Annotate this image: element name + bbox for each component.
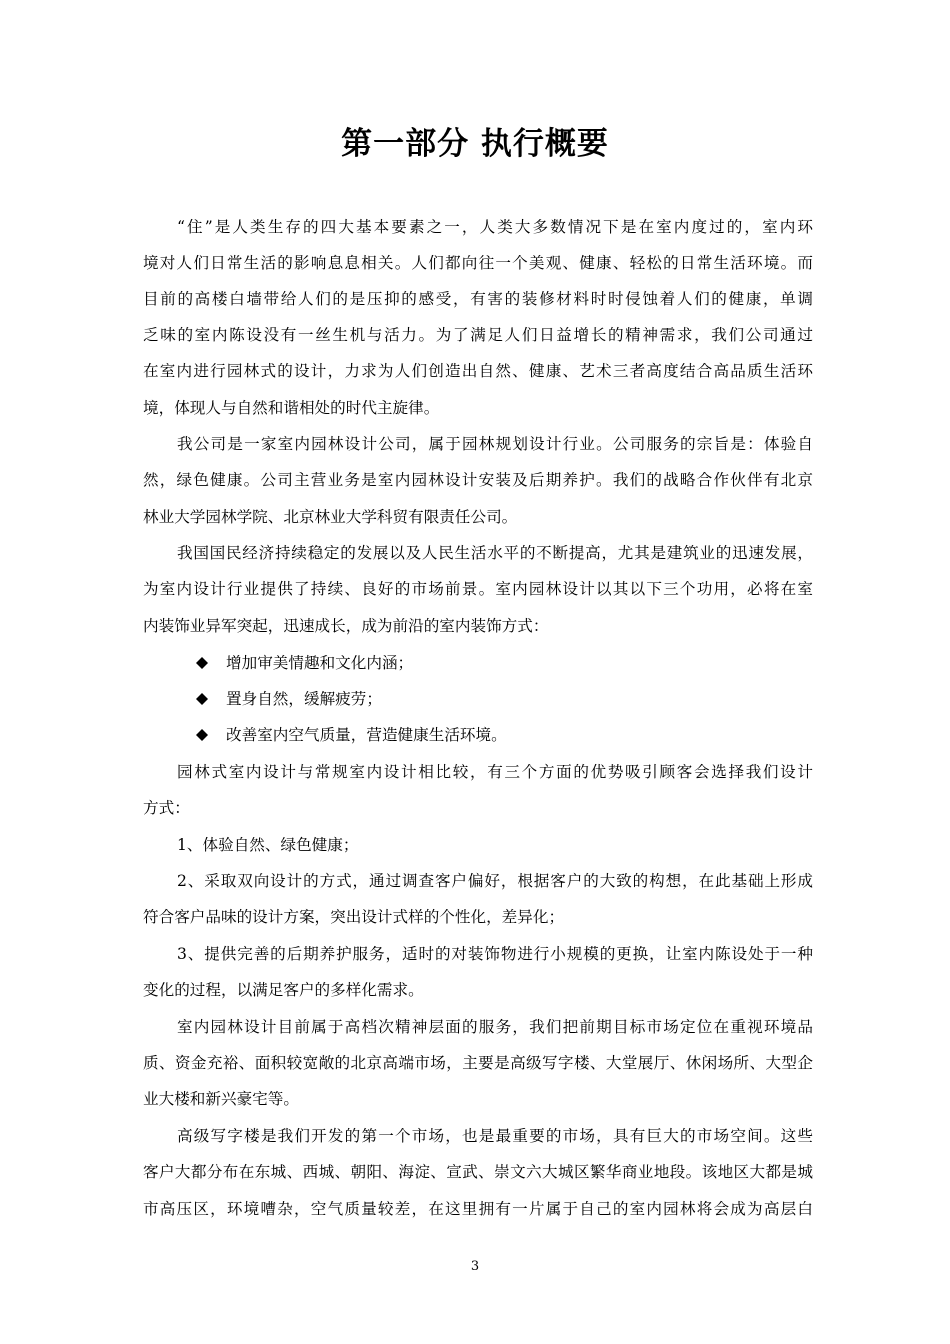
numbered-item: 3、提供完善的后期养护服务，适时的对装饰物进行小规模的更换，让室内陈设处于一种 xyxy=(177,945,813,963)
diamond-bullet-icon xyxy=(196,729,208,741)
page-title: 第一部分 执行概要 xyxy=(341,126,609,162)
paragraph-line: 符合客户品味的设计方案，突出设计式样的个性化，差异化； xyxy=(143,908,565,926)
paragraph-line: 客户大都分布在东城、西城、朝阳、海淀、宣武、崇文六大城区繁华商业地段。该地区大都是城 xyxy=(143,1163,813,1181)
paragraph-line: 境对人们日常生活的影响息息相关。人们都向往一个美观、健康、轻松的日常生活环境。而 xyxy=(143,254,813,272)
paragraph-line: 在室内进行园林式的设计，力求为人们创造出自然、健康、艺术三者高度结合高品质生活环 xyxy=(143,362,813,380)
paragraph-line: 高级写字楼是我们开发的第一个市场，也是最重要的市场，具有巨大的市场空间。这些 xyxy=(177,1127,813,1145)
paragraph-line: 市高压区，环境嘈杂，空气质量较差，在这里拥有一片属于自己的室内园林将会成为高层白 xyxy=(143,1200,813,1218)
paragraph-line: 变化的过程，以满足客户的多样化需求。 xyxy=(143,981,424,999)
paragraph-line: 内装饰业异军突起，迅速成长，成为前沿的室内装饰方式： xyxy=(143,617,549,635)
paragraph-line: 园林式室内设计与常规室内设计相比较，有三个方面的优势吸引顾客会选择我们设计 xyxy=(177,763,813,781)
paragraph-line: “住”是人类生存的四大基本要素之一，人类大多数情况下是在室内度过的，室内环 xyxy=(177,218,813,236)
numbered-item: 2、采取双向设计的方式，通过调查客户偏好，根据客户的大致的构想，在此基础上形成 xyxy=(177,872,813,890)
paragraph-line: 乏味的室内陈设没有一丝生机与活力。为了满足人们日益增长的精神需求，我们公司通过 xyxy=(143,326,813,344)
page-number: 3 xyxy=(470,1259,480,1274)
bullet-item xyxy=(196,652,413,674)
paragraph-line: 然，绿色健康。公司主营业务是室内园林设计安装及后期养护。我们的战略合作伙伴有北京 xyxy=(143,471,813,489)
bullet-item xyxy=(196,688,382,710)
paragraph-line: 我国国民经济持续稳定的发展以及人民生活水平的不断提高，尤其是建筑业的迅速发展， xyxy=(177,544,813,562)
paragraph-line: 林业大学园林学院、北京林业大学科贸有限责任公司。 xyxy=(143,508,518,526)
paragraph-line: 我公司是一家室内园林设计公司，属于园林规划设计行业。公司服务的宗旨是：体验自 xyxy=(177,435,813,453)
paragraph-line: 境，体现人与自然和谐相处的时代主旋律。 xyxy=(143,399,440,417)
diamond-bullet-icon xyxy=(196,657,208,669)
paragraph-line: 室内园林设计目前属于高档次精神层面的服务，我们把前期目标市场定位在重视环境品 xyxy=(177,1018,813,1036)
paragraph-line: 方式： xyxy=(143,799,190,817)
numbered-item: 1、体验自然、绿色健康； xyxy=(177,836,359,854)
paragraph-line: 为室内设计行业提供了持续、良好的市场前景。室内园林设计以其以下三个功用，必将在室 xyxy=(143,580,813,598)
paragraph-line: 业大楼和新兴豪宅等。 xyxy=(143,1090,299,1108)
bullet-text: 置身自然，缓解疲劳； xyxy=(226,690,382,708)
paragraph-line: 质、资金充裕、面积较宽敞的北京高端市场，主要是高级写字楼、大堂展厅、休闲场所、大型企 xyxy=(143,1054,813,1072)
paragraph-line: 目前的高楼白墙带给人们的是压抑的感受，有害的装修材料时时侵蚀着人们的健康，单调 xyxy=(143,290,813,308)
bullet-item xyxy=(196,724,507,746)
bullet-text: 增加审美情趣和文化内涵； xyxy=(226,654,414,672)
diamond-bullet-icon xyxy=(196,693,208,705)
bullet-text: 改善室内空气质量，营造健康生活环境。 xyxy=(226,726,507,744)
